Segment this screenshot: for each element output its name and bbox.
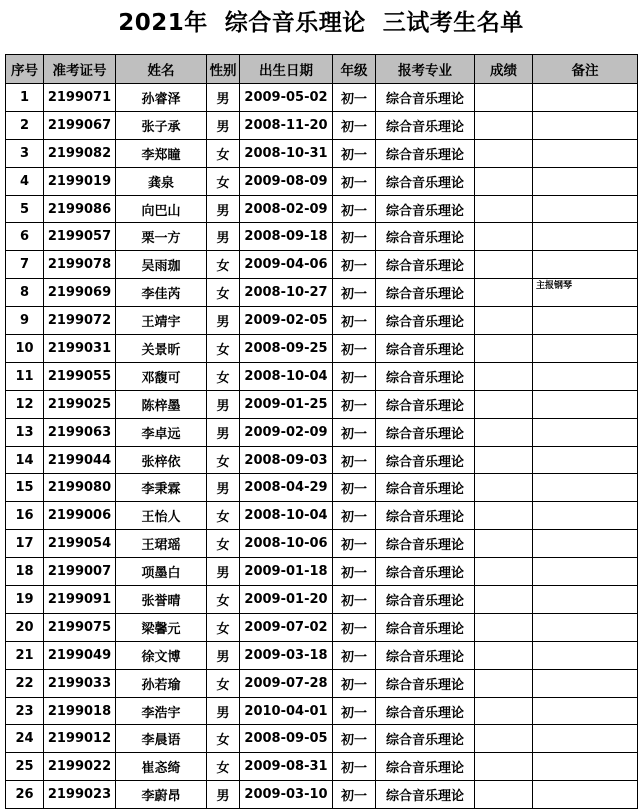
- note-cell: [533, 362, 638, 390]
- header-cell: 年级: [333, 55, 376, 84]
- row-number-cell: 19: [6, 586, 44, 614]
- exam-id-cell: 2199075: [44, 613, 116, 641]
- table-row: [6, 307, 638, 335]
- birth-date-cell: 2009-02-09: [240, 418, 333, 446]
- major-cell: 综合音乐理论: [376, 613, 475, 641]
- student-name-cell: 李佳芮: [116, 279, 207, 307]
- exam-id-cell: 2199006: [44, 502, 116, 530]
- exam-id-cell: 2199031: [44, 335, 116, 363]
- score-cell: [475, 84, 533, 112]
- birth-date-cell: 2009-05-02: [240, 84, 333, 112]
- exam-id-cell: 2199025: [44, 390, 116, 418]
- student-name-cell: 龚泉: [116, 167, 207, 195]
- exam-id-cell: 2199022: [44, 753, 116, 781]
- birth-date-cell: 2008-09-05: [240, 725, 333, 753]
- major-cell: 综合音乐理论: [376, 279, 475, 307]
- grade-cell: 初一: [333, 335, 376, 363]
- note-cell: [533, 446, 638, 474]
- major-cell: 综合音乐理论: [376, 558, 475, 586]
- score-cell: [475, 223, 533, 251]
- grade-cell: 初一: [333, 84, 376, 112]
- exam-id-cell: 2199044: [44, 446, 116, 474]
- gender-cell: 男: [207, 641, 240, 669]
- note-cell: [533, 586, 638, 614]
- table-row: [6, 586, 638, 614]
- table-row: [6, 725, 638, 753]
- page-title: 2021年 综合音乐理论 三试考生名单: [118, 10, 524, 36]
- note-cell: [533, 530, 638, 558]
- table-row: [6, 251, 638, 279]
- gender-cell: 男: [207, 111, 240, 139]
- gender-cell: 男: [207, 84, 240, 112]
- note-cell: [533, 502, 638, 530]
- gender-cell: 男: [207, 474, 240, 502]
- header-row: [6, 55, 638, 84]
- score-cell: [475, 669, 533, 697]
- student-name-cell: 李郑瞳: [116, 139, 207, 167]
- row-number-cell: 14: [6, 446, 44, 474]
- birth-date-cell: 2008-11-20: [240, 111, 333, 139]
- birth-date-cell: 2009-04-06: [240, 251, 333, 279]
- grade-cell: 初一: [333, 613, 376, 641]
- row-number-cell: 20: [6, 613, 44, 641]
- grade-cell: 初一: [333, 474, 376, 502]
- student-name-cell: 向巴山: [116, 195, 207, 223]
- birth-date-cell: 2010-04-01: [240, 697, 333, 725]
- student-name-cell: 张子承: [116, 111, 207, 139]
- student-name-cell: 王珺瑶: [116, 530, 207, 558]
- row-number-cell: 18: [6, 558, 44, 586]
- grade-cell: 初一: [333, 418, 376, 446]
- row-number-cell: 4: [6, 167, 44, 195]
- table-row: [6, 697, 638, 725]
- grade-cell: 初一: [333, 307, 376, 335]
- note-cell: [533, 167, 638, 195]
- note-cell: [533, 251, 638, 279]
- grade-cell: 初一: [333, 223, 376, 251]
- grade-cell: 初一: [333, 530, 376, 558]
- table-row: [6, 669, 638, 697]
- note-cell: [533, 641, 638, 669]
- row-number-cell: 1: [6, 84, 44, 112]
- exam-id-cell: 2199057: [44, 223, 116, 251]
- major-cell: 综合音乐理论: [376, 167, 475, 195]
- grade-cell: 初一: [333, 167, 376, 195]
- birth-date-cell: 2009-03-18: [240, 641, 333, 669]
- gender-cell: 女: [207, 753, 240, 781]
- major-cell: 综合音乐理论: [376, 474, 475, 502]
- grade-cell: 初一: [333, 558, 376, 586]
- grade-cell: 初一: [333, 446, 376, 474]
- grade-cell: 初一: [333, 390, 376, 418]
- grade-cell: 初一: [333, 669, 376, 697]
- grade-cell: 初一: [333, 697, 376, 725]
- grade-cell: 初一: [333, 586, 376, 614]
- score-cell: [475, 167, 533, 195]
- gender-cell: 女: [207, 446, 240, 474]
- table-row: [6, 641, 638, 669]
- row-number-cell: 8: [6, 279, 44, 307]
- major-cell: 综合音乐理论: [376, 195, 475, 223]
- major-cell: 综合音乐理论: [376, 307, 475, 335]
- candidate-table: [5, 54, 638, 809]
- exam-id-cell: 2199055: [44, 362, 116, 390]
- note-cell: [533, 139, 638, 167]
- birth-date-cell: 2009-03-10: [240, 781, 333, 809]
- table-row: [6, 502, 638, 530]
- exam-id-cell: 2199071: [44, 84, 116, 112]
- note-cell: [533, 335, 638, 363]
- gender-cell: 女: [207, 139, 240, 167]
- table-row: [6, 362, 638, 390]
- major-cell: 综合音乐理论: [376, 446, 475, 474]
- note-cell: [533, 474, 638, 502]
- student-name-cell: 王靖宇: [116, 307, 207, 335]
- gender-cell: 男: [207, 390, 240, 418]
- score-cell: [475, 362, 533, 390]
- student-name-cell: 栗一方: [116, 223, 207, 251]
- gender-cell: 女: [207, 167, 240, 195]
- score-cell: [475, 697, 533, 725]
- major-cell: 综合音乐理论: [376, 362, 475, 390]
- table-row: [6, 223, 638, 251]
- student-name-cell: 李浩宇: [116, 697, 207, 725]
- birth-date-cell: 2008-04-29: [240, 474, 333, 502]
- note-cell: [533, 418, 638, 446]
- table-row: [6, 530, 638, 558]
- header-cell: 报考专业: [376, 55, 475, 84]
- score-cell: [475, 586, 533, 614]
- note-cell: [533, 307, 638, 335]
- row-number-cell: 16: [6, 502, 44, 530]
- note-cell: [533, 111, 638, 139]
- score-cell: [475, 613, 533, 641]
- birth-date-cell: 2009-08-09: [240, 167, 333, 195]
- exam-id-cell: 2199054: [44, 530, 116, 558]
- score-cell: [475, 279, 533, 307]
- grade-cell: 初一: [333, 251, 376, 279]
- table-row: [6, 195, 638, 223]
- exam-id-cell: 2199063: [44, 418, 116, 446]
- student-name-cell: 吴雨珈: [116, 251, 207, 279]
- major-cell: 综合音乐理论: [376, 641, 475, 669]
- student-name-cell: 李秉霖: [116, 474, 207, 502]
- row-number-cell: 5: [6, 195, 44, 223]
- note-cell: 主报钢琴: [533, 279, 638, 307]
- table-row: [6, 613, 638, 641]
- score-cell: [475, 418, 533, 446]
- gender-cell: 女: [207, 335, 240, 363]
- grade-cell: 初一: [333, 362, 376, 390]
- row-number-cell: 25: [6, 753, 44, 781]
- header-cell: 序号: [6, 55, 44, 84]
- table-row: [6, 781, 638, 809]
- row-number-cell: 10: [6, 335, 44, 363]
- gender-cell: 男: [207, 781, 240, 809]
- gender-cell: 男: [207, 307, 240, 335]
- table-row: [6, 139, 638, 167]
- birth-date-cell: 2008-09-18: [240, 223, 333, 251]
- birth-date-cell: 2009-07-28: [240, 669, 333, 697]
- gender-cell: 女: [207, 669, 240, 697]
- major-cell: 综合音乐理论: [376, 781, 475, 809]
- row-number-cell: 2: [6, 111, 44, 139]
- gender-cell: 女: [207, 502, 240, 530]
- student-name-cell: 孙若瑜: [116, 669, 207, 697]
- gender-cell: 男: [207, 697, 240, 725]
- table-row: [6, 418, 638, 446]
- row-number-cell: 12: [6, 390, 44, 418]
- note-cell: [533, 558, 638, 586]
- major-cell: 综合音乐理论: [376, 753, 475, 781]
- gender-cell: 男: [207, 418, 240, 446]
- major-cell: 综合音乐理论: [376, 502, 475, 530]
- row-number-cell: 6: [6, 223, 44, 251]
- score-cell: [475, 641, 533, 669]
- note-cell: [533, 613, 638, 641]
- student-name-cell: 项墨白: [116, 558, 207, 586]
- major-cell: 综合音乐理论: [376, 669, 475, 697]
- gender-cell: 男: [207, 195, 240, 223]
- major-cell: 综合音乐理论: [376, 335, 475, 363]
- student-name-cell: 关景昕: [116, 335, 207, 363]
- row-number-cell: 24: [6, 725, 44, 753]
- row-number-cell: 9: [6, 307, 44, 335]
- score-cell: [475, 474, 533, 502]
- gender-cell: 女: [207, 586, 240, 614]
- birth-date-cell: 2009-01-20: [240, 586, 333, 614]
- gender-cell: 男: [207, 558, 240, 586]
- row-number-cell: 3: [6, 139, 44, 167]
- major-cell: 综合音乐理论: [376, 418, 475, 446]
- score-cell: [475, 558, 533, 586]
- table-row: [6, 111, 638, 139]
- birth-date-cell: 2008-10-04: [240, 502, 333, 530]
- exam-id-cell: 2199072: [44, 307, 116, 335]
- student-name-cell: 李蔚昂: [116, 781, 207, 809]
- score-cell: [475, 390, 533, 418]
- gender-cell: 女: [207, 530, 240, 558]
- table-row: [6, 474, 638, 502]
- student-name-cell: 王怡人: [116, 502, 207, 530]
- exam-id-cell: 2199086: [44, 195, 116, 223]
- birth-date-cell: 2009-01-18: [240, 558, 333, 586]
- gender-cell: 女: [207, 725, 240, 753]
- grade-cell: 初一: [333, 279, 376, 307]
- major-cell: 综合音乐理论: [376, 725, 475, 753]
- note-cell: [533, 753, 638, 781]
- major-cell: 综合音乐理论: [376, 84, 475, 112]
- exam-id-cell: 2199007: [44, 558, 116, 586]
- major-cell: 综合音乐理论: [376, 223, 475, 251]
- row-number-cell: 23: [6, 697, 44, 725]
- note-cell: [533, 84, 638, 112]
- header-cell: 出生日期: [240, 55, 333, 84]
- note-cell: [533, 195, 638, 223]
- birth-date-cell: 2008-10-31: [240, 139, 333, 167]
- score-cell: [475, 725, 533, 753]
- major-cell: 综合音乐理论: [376, 111, 475, 139]
- table-body: [6, 84, 638, 809]
- birth-date-cell: 2008-09-25: [240, 335, 333, 363]
- row-number-cell: 22: [6, 669, 44, 697]
- grade-cell: 初一: [333, 139, 376, 167]
- student-name-cell: 徐文博: [116, 641, 207, 669]
- note-cell: [533, 669, 638, 697]
- table-row: [6, 167, 638, 195]
- birth-date-cell: 2008-10-04: [240, 362, 333, 390]
- score-cell: [475, 307, 533, 335]
- exam-id-cell: 2199049: [44, 641, 116, 669]
- row-number-cell: 15: [6, 474, 44, 502]
- birth-date-cell: 2008-02-09: [240, 195, 333, 223]
- score-cell: [475, 530, 533, 558]
- row-number-cell: 21: [6, 641, 44, 669]
- grade-cell: 初一: [333, 753, 376, 781]
- header-cell: 成绩: [475, 55, 533, 84]
- major-cell: 综合音乐理论: [376, 586, 475, 614]
- score-cell: [475, 251, 533, 279]
- major-cell: 综合音乐理论: [376, 530, 475, 558]
- row-number-cell: 26: [6, 781, 44, 809]
- table-row: [6, 446, 638, 474]
- grade-cell: 初一: [333, 502, 376, 530]
- birth-date-cell: 2009-08-31: [240, 753, 333, 781]
- table-row: [6, 279, 638, 307]
- gender-cell: 女: [207, 613, 240, 641]
- grade-cell: 初一: [333, 195, 376, 223]
- birth-date-cell: 2008-09-03: [240, 446, 333, 474]
- score-cell: [475, 753, 533, 781]
- exam-id-cell: 2199080: [44, 474, 116, 502]
- gender-cell: 女: [207, 251, 240, 279]
- major-cell: 综合音乐理论: [376, 139, 475, 167]
- score-cell: [475, 502, 533, 530]
- gender-cell: 男: [207, 223, 240, 251]
- header-cell: 备注: [533, 55, 638, 84]
- score-cell: [475, 111, 533, 139]
- student-name-cell: 邓馥可: [116, 362, 207, 390]
- header-cell: 姓名: [116, 55, 207, 84]
- major-cell: 综合音乐理论: [376, 390, 475, 418]
- gender-cell: 女: [207, 279, 240, 307]
- score-cell: [475, 446, 533, 474]
- exam-id-cell: 2199078: [44, 251, 116, 279]
- grade-cell: 初一: [333, 641, 376, 669]
- major-cell: 综合音乐理论: [376, 251, 475, 279]
- student-name-cell: 李晨语: [116, 725, 207, 753]
- row-number-cell: 11: [6, 362, 44, 390]
- note-cell: [533, 781, 638, 809]
- birth-date-cell: 2009-01-25: [240, 390, 333, 418]
- exam-id-cell: 2199018: [44, 697, 116, 725]
- score-cell: [475, 335, 533, 363]
- student-name-cell: 张梓依: [116, 446, 207, 474]
- header-cell: 准考证号: [44, 55, 116, 84]
- row-number-cell: 13: [6, 418, 44, 446]
- table-row: [6, 335, 638, 363]
- student-name-cell: 李卓远: [116, 418, 207, 446]
- row-number-cell: 17: [6, 530, 44, 558]
- grade-cell: 初一: [333, 781, 376, 809]
- student-name-cell: 崔忞绮: [116, 753, 207, 781]
- exam-id-cell: 2199033: [44, 669, 116, 697]
- birth-date-cell: 2009-07-02: [240, 613, 333, 641]
- birth-date-cell: 2009-02-05: [240, 307, 333, 335]
- grade-cell: 初一: [333, 725, 376, 753]
- exam-id-cell: 2199069: [44, 279, 116, 307]
- student-name-cell: 陈梓墨: [116, 390, 207, 418]
- row-number-cell: 7: [6, 251, 44, 279]
- score-cell: [475, 195, 533, 223]
- birth-date-cell: 2008-10-27: [240, 279, 333, 307]
- exam-id-cell: 2199012: [44, 725, 116, 753]
- exam-id-cell: 2199091: [44, 586, 116, 614]
- score-cell: [475, 781, 533, 809]
- student-name-cell: 张誉晴: [116, 586, 207, 614]
- exam-id-cell: 2199082: [44, 139, 116, 167]
- note-cell: [533, 390, 638, 418]
- note-cell: [533, 223, 638, 251]
- exam-id-cell: 2199023: [44, 781, 116, 809]
- note-cell: [533, 697, 638, 725]
- note-cell: [533, 725, 638, 753]
- student-name-cell: 孙睿泽: [116, 84, 207, 112]
- exam-id-cell: 2199019: [44, 167, 116, 195]
- grade-cell: 初一: [333, 111, 376, 139]
- table-row: [6, 390, 638, 418]
- gender-cell: 女: [207, 362, 240, 390]
- major-cell: 综合音乐理论: [376, 697, 475, 725]
- table-row: [6, 753, 638, 781]
- table-row: [6, 558, 638, 586]
- exam-id-cell: 2199067: [44, 111, 116, 139]
- birth-date-cell: 2008-10-06: [240, 530, 333, 558]
- student-name-cell: 梁馨元: [116, 613, 207, 641]
- score-cell: [475, 139, 533, 167]
- table-row: [6, 84, 638, 112]
- header-cell: 性别: [207, 55, 240, 84]
